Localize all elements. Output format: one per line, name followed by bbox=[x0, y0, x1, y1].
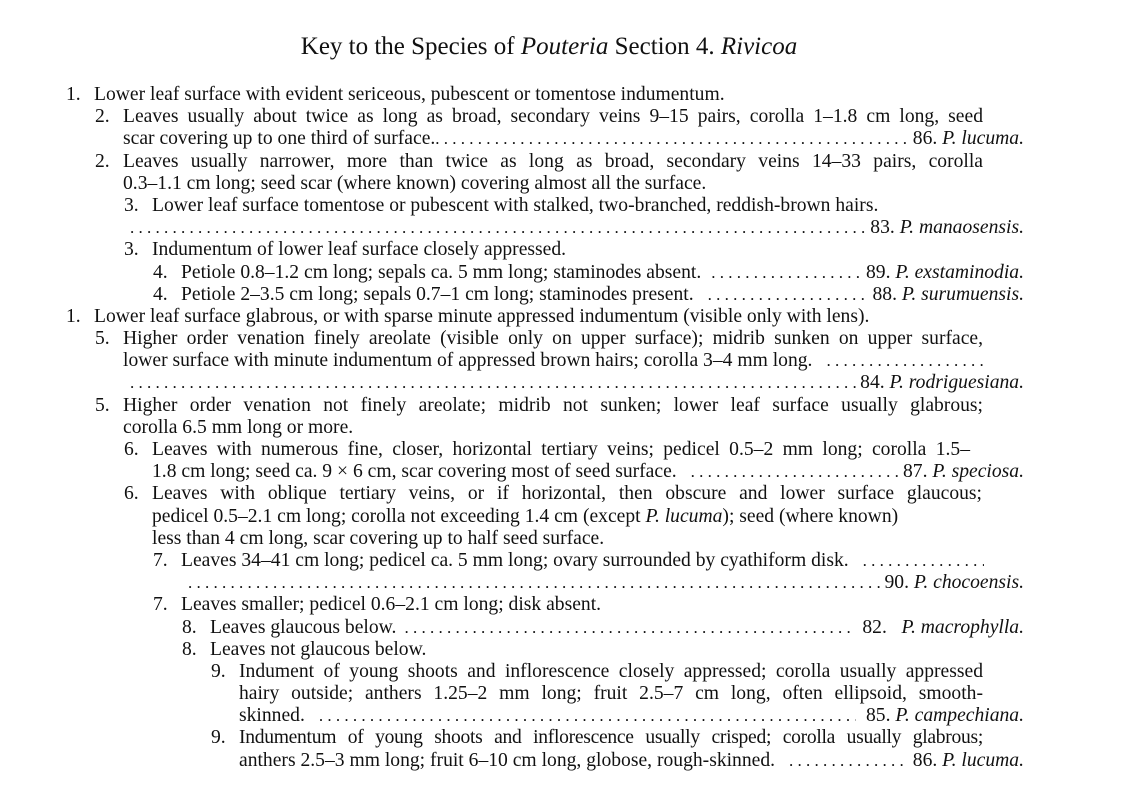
key-lead bbox=[188, 572, 1024, 594]
leader-dots bbox=[130, 217, 866, 239]
key-lead bbox=[130, 217, 1024, 239]
title-prefix: Key to the Species of bbox=[300, 33, 521, 60]
species-name: P. manaosensis. bbox=[899, 217, 1024, 239]
key-line bbox=[0, 439, 1142, 461]
couplet-text: Petiole 0.8–1.2 cm long; sepals ca. 5 mm long; staminodes absent. bbox=[181, 261, 702, 283]
key-lead bbox=[130, 372, 1024, 394]
species-reference bbox=[862, 262, 1024, 284]
key-line bbox=[0, 683, 1142, 705]
leader-dots bbox=[711, 262, 862, 284]
leader-dots bbox=[691, 461, 899, 483]
couplet-number: 2. bbox=[95, 106, 110, 128]
couplet-text: Lower leaf surface tomentose or pubescent with stalked, two-branched, reddish-brown hairs. bbox=[152, 194, 879, 216]
couplet-number: 1. bbox=[66, 305, 81, 327]
couplet-text: Leaves smaller; pedicel 0.6–2.1 cm long; disk absent. bbox=[181, 594, 602, 616]
couplet-number: 2. bbox=[95, 150, 110, 172]
species-reference bbox=[868, 284, 1024, 306]
species-number: 87. bbox=[902, 461, 928, 483]
species-reference bbox=[856, 705, 1024, 727]
title-section: Rivicoa bbox=[720, 33, 798, 60]
key-line bbox=[0, 461, 1142, 483]
key-line bbox=[0, 750, 1142, 772]
key-line bbox=[0, 306, 1142, 328]
key-line bbox=[0, 483, 1142, 505]
species-key bbox=[0, 84, 1142, 772]
title-middle: Section 4. bbox=[608, 33, 721, 60]
key-lead bbox=[123, 128, 1024, 150]
couplet-continuation: 1.8 cm long; seed ca. 9 × 6 cm, scar covering most of seed surface. bbox=[152, 461, 677, 483]
key-lead bbox=[152, 461, 1024, 483]
species-number: 89. bbox=[865, 261, 891, 283]
key-line bbox=[0, 727, 1142, 749]
page-title bbox=[0, 32, 1098, 62]
key-lead bbox=[239, 705, 1024, 727]
key-line bbox=[0, 217, 1142, 239]
couplet-number: 4. bbox=[153, 261, 168, 283]
couplet-text: Indument of young shoots and inflorescence closely appressed; corolla usually appressed bbox=[239, 660, 983, 682]
leader-dots bbox=[863, 550, 984, 572]
couplet-text: Indumentum of young shoots and inflorescence usually crisped; corolla usually glabrous; bbox=[239, 727, 983, 749]
couplet-continuation: 0.3–1.1 cm long; seed scar (where known) covering almost all the surface. bbox=[123, 172, 707, 194]
key-line bbox=[0, 151, 1142, 173]
key-line bbox=[0, 705, 1142, 727]
couplet-continuation: skinned. bbox=[239, 705, 305, 727]
couplet-number: 5. bbox=[95, 328, 110, 350]
species-number: 85. bbox=[865, 705, 891, 727]
species-name-inline: P. lucuma bbox=[645, 505, 723, 527]
key-line bbox=[0, 372, 1142, 394]
species-number: 88. bbox=[872, 283, 897, 305]
species-reference bbox=[909, 750, 1024, 772]
couplet-continuation: lower surface with minute indumentum of appressed brown hairs; corolla 3–4 mm long. bbox=[123, 350, 813, 372]
species-reference bbox=[866, 217, 1024, 239]
couplet-text: Leaves usually narrower, more than twice as long as broad, secondary veins 14–33 pairs, corolla bbox=[123, 150, 983, 172]
species-number: 83. bbox=[870, 217, 895, 239]
key-line bbox=[0, 506, 1142, 528]
continuation-part: ); seed (where known) bbox=[722, 505, 899, 527]
key-lead bbox=[181, 550, 984, 572]
leader-dots bbox=[188, 572, 880, 594]
couplet-text: Leaves 34–41 cm long; pedicel ca. 5 mm long; ovary surrounded by cyathiform disk. bbox=[181, 549, 849, 571]
leader-dots bbox=[826, 350, 984, 372]
species-name: P. speciosa. bbox=[932, 461, 1024, 483]
species-name: P. lucuma. bbox=[942, 128, 1024, 150]
couplet-continuation bbox=[152, 506, 898, 528]
key-line bbox=[0, 639, 1142, 661]
couplet-number: 6. bbox=[124, 439, 139, 460]
couplet-text: Higher order venation not finely areolate; midrib not sunken; lower leaf surface usually glabrous; bbox=[123, 394, 983, 416]
key-lead bbox=[239, 750, 1024, 772]
couplet-continuation: scar covering up to one third of surface. bbox=[123, 128, 436, 150]
couplet-number: 9. bbox=[211, 727, 226, 749]
couplet-text: Leaves usually about twice as long as broad, secondary veins 9–15 pairs, corolla 1–1.8 cm long, seed bbox=[123, 106, 983, 128]
species-name: P. lucuma. bbox=[942, 749, 1024, 771]
key-line bbox=[0, 528, 1142, 550]
couplet-continuation: anthers 2.5–3 mm long; fruit 6–10 cm long, globose, rough-skinned. bbox=[239, 749, 776, 771]
key-line bbox=[0, 239, 1142, 261]
leader-dots bbox=[708, 284, 869, 306]
key-lead bbox=[123, 350, 984, 372]
key-line bbox=[0, 173, 1142, 195]
couplet-text: Lower leaf surface glabrous, or with sparse minute appressed indumentum (visible only with lens). bbox=[94, 305, 870, 327]
key-line bbox=[0, 594, 1142, 616]
couplet-number: 5. bbox=[95, 394, 110, 416]
key-line bbox=[0, 195, 1142, 217]
species-name: P. surumuensis. bbox=[901, 283, 1024, 305]
couplet-text: Leaves not glaucous below. bbox=[210, 638, 427, 660]
leader-dots bbox=[404, 617, 852, 639]
couplet-text: Higher order venation finely areolate (visible only on upper surface); midrib sunken on upper surface, bbox=[123, 328, 983, 350]
species-reference bbox=[852, 617, 1024, 639]
title-genus: Pouteria bbox=[520, 33, 609, 60]
species-name: P. macrophylla. bbox=[901, 616, 1024, 638]
couplet-continuation: less than 4 cm long, scar covering up to half seed surface. bbox=[152, 527, 605, 549]
species-reference bbox=[880, 572, 1024, 594]
couplet-number: 3. bbox=[124, 194, 139, 216]
key-lead bbox=[181, 284, 1024, 306]
key-line bbox=[0, 395, 1142, 417]
couplet-text: Lower leaf surface with evident sericeous, pubescent or tomentose indumentum. bbox=[94, 84, 725, 105]
species-reference bbox=[909, 128, 1024, 150]
couplet-continuation: corolla 6.5 mm long or more. bbox=[123, 416, 354, 438]
species-number: 86. bbox=[912, 749, 938, 771]
couplet-text: Indumentum of lower leaf surface closely appressed. bbox=[152, 239, 567, 261]
species-number: 84. bbox=[860, 372, 885, 394]
couplet-number: 7. bbox=[153, 594, 168, 616]
continuation-part: pedicel 0.5–2.1 cm long; corolla not exceeding 1.4 cm (except bbox=[152, 505, 646, 527]
couplet-number: 1. bbox=[66, 84, 81, 105]
couplet-text: Petiole 2–3.5 cm long; sepals 0.7–1 cm long; staminodes present. bbox=[181, 283, 694, 305]
key-line bbox=[0, 284, 1142, 306]
species-reference bbox=[899, 461, 1024, 483]
leader-dots bbox=[130, 372, 856, 394]
key-line bbox=[0, 84, 1142, 106]
key-line bbox=[0, 328, 1142, 350]
leader-dots bbox=[319, 705, 856, 727]
couplet-continuation: hairy outside; anthers 1.25–2 mm long; fruit 2.5–7 cm long, often ellipsoid, smooth- bbox=[239, 683, 983, 705]
couplet-number: 7. bbox=[153, 549, 168, 571]
key-lead bbox=[181, 262, 1024, 284]
key-line bbox=[0, 550, 1142, 572]
species-name: P. exstaminodia. bbox=[895, 261, 1024, 283]
species-number: 86. bbox=[912, 128, 938, 150]
leader-dots bbox=[435, 128, 908, 150]
species-reference bbox=[856, 372, 1024, 394]
key-line bbox=[0, 661, 1142, 683]
key-lead bbox=[210, 617, 1024, 639]
key-line bbox=[0, 106, 1142, 128]
key-line bbox=[0, 350, 1142, 372]
couplet-number: 8. bbox=[182, 616, 197, 638]
species-number: 82. bbox=[862, 616, 887, 638]
key-line bbox=[0, 262, 1142, 284]
key-line bbox=[0, 617, 1142, 639]
species-name: P. campechiana. bbox=[895, 705, 1024, 727]
couplet-number: 6. bbox=[124, 483, 139, 505]
key-line bbox=[0, 572, 1142, 594]
key-line bbox=[0, 128, 1142, 150]
couplet-number: 9. bbox=[211, 660, 226, 682]
leader-dots bbox=[789, 750, 909, 772]
species-name: P. rodriguesiana. bbox=[889, 372, 1024, 394]
couplet-number: 8. bbox=[182, 638, 197, 660]
species-number: 90. bbox=[884, 572, 909, 594]
couplet-text: Leaves with numerous fine, closer, horizontal tertiary veins; pedicel 0.5–2 mm long; corolla 1.5– bbox=[152, 439, 970, 460]
couplet-text: Leaves with oblique tertiary veins, or if horizontal, then obscure and lower surface glaucous; bbox=[152, 483, 982, 505]
key-line bbox=[0, 417, 1142, 439]
species-name: P. chocoensis. bbox=[913, 572, 1024, 594]
couplet-number: 4. bbox=[153, 283, 168, 305]
couplet-number: 3. bbox=[124, 239, 139, 261]
couplet-text: Leaves glaucous below. bbox=[210, 616, 397, 638]
